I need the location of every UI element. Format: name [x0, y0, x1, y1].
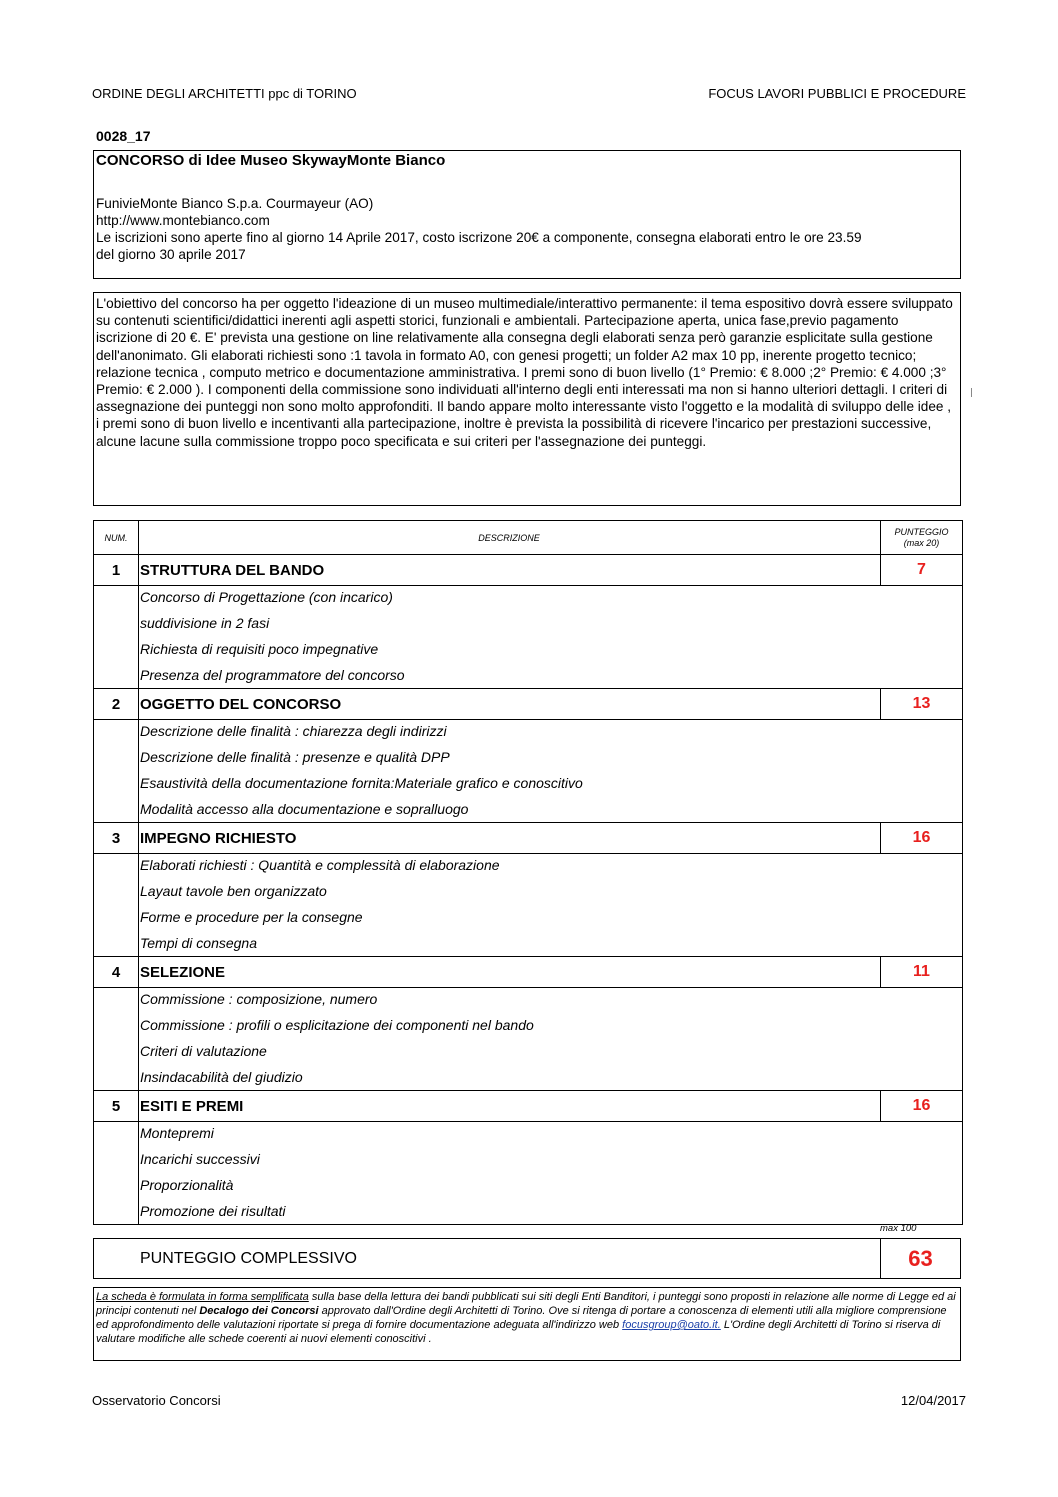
footer-date: 12/04/2017	[900, 1393, 966, 1408]
section-row	[94, 957, 962, 988]
items-num-column	[94, 720, 139, 822]
criterion-item: Concorso di Progettazione (con incarico)	[140, 589, 393, 605]
items-num-column	[94, 988, 139, 1090]
contest-title: CONCORSO di Idee Museo SkywayMonte Bianco	[96, 152, 446, 169]
items-num-column	[94, 854, 139, 956]
document-code: 0028_17	[96, 128, 151, 144]
criterion-item: Commissione : profili o esplicitazione dei componenti nel bando	[140, 1017, 534, 1033]
criterion-item: Presenza del programmatore del concorso	[140, 667, 405, 683]
total-label: PUNTEGGIO COMPLESSIVO	[140, 1250, 357, 1267]
note-email-link[interactable]: focusgroup@oato.it.	[622, 1319, 721, 1331]
section-score: 7	[880, 555, 962, 585]
section-score: 13	[880, 689, 962, 719]
note-part3: L'Ordine degli Architetti di Torino si riserva di valutare modifiche alle schede coerenti ai nuovi elementi conoscitivi .	[96, 1319, 941, 1345]
criterion-item: Descrizione delle finalità : chiarezza degli indirizzi	[140, 723, 447, 739]
section-number: 4	[94, 957, 139, 987]
criterion-item: Descrizione delle finalità : presenze e qualità DPP	[140, 749, 450, 765]
section-score: 11	[880, 957, 962, 987]
criterion-item: Incarichi successivi	[140, 1151, 260, 1167]
margin-mark	[971, 388, 972, 397]
section-number: 3	[94, 823, 139, 853]
section-name: SELEZIONE	[140, 964, 226, 981]
description-box	[93, 292, 961, 506]
section-number: 5	[94, 1091, 139, 1121]
section-number: 1	[94, 555, 139, 585]
criterion-item: Elaborati richiesti : Quantità e complessità di elaborazione	[140, 857, 500, 873]
note-underlined: La scheda è formulata in forma semplificata	[96, 1291, 309, 1303]
col-score-max: (max 20)	[903, 537, 940, 548]
score-table	[93, 520, 963, 1225]
section-row	[94, 1091, 962, 1122]
section-name: IMPEGNO RICHIESTO	[140, 830, 297, 847]
header-right: FOCUS LAVORI PUBBLICI E PROCEDURE	[708, 86, 966, 101]
header-left: ORDINE DEGLI ARCHITETTI ppc di TORINO	[92, 86, 357, 101]
footer-left: Osservatorio Concorsi	[92, 1393, 221, 1408]
col-num-header: NUM.	[94, 521, 139, 554]
section-row	[94, 823, 962, 854]
section-items	[94, 720, 962, 823]
criterion-item: Forme e procedure per la consegne	[140, 909, 363, 925]
section-name: ESITI E PREMI	[140, 1098, 244, 1115]
note-part2: approvato dall'Ordine degli Architetti di Torino. Ove si ritenga di portare a conoscenza di elementi utili alla migliore comprensione ed approfondimento delle valutazioni riportate si prega di fornire documentazione adeguata all'indirizzo web	[96, 1305, 947, 1331]
section-number: 2	[94, 689, 139, 719]
criterion-item: Commissione : composizione, numero	[140, 991, 378, 1007]
total-score: 63	[880, 1239, 960, 1278]
criterion-item: Layaut tavole ben organizzato	[140, 883, 327, 899]
criterion-item: Promozione dei risultati	[140, 1203, 286, 1219]
section-score: 16	[880, 1091, 962, 1121]
criterion-item: Montepremi	[140, 1125, 214, 1141]
items-num-column	[94, 586, 139, 688]
section-name: OGGETTO DEL CONCORSO	[140, 696, 342, 713]
criterion-item: Criteri di valutazione	[140, 1043, 267, 1059]
contest-info	[96, 195, 862, 263]
description-text: L'obiettivo del concorso ha per oggetto l'ideazione di un museo multimediale/interattivo permanente: il tema espositivo dovrà essere sviluppato su contenuti scientifici/didattici inerenti agli aspetti storici, funzionali e ambientali. Partecipazione aperta, unica fase,previo pagamento iscrizione di 20 €. E' prevista una gestione on line relativamente alla consegna degli elaborati senza però garanzie esplicitate sulla gestione dell'anonimato. Gli elaborati richiesti sono :1 tavola in formato A0, con genesi progetti; un folder A2 max 10 pp, inerente progetto tecnico; relazione tecnica , computo metrico e documentazione amministrativa. I premi sono di buon livello (1° Premio: € 8.000 ;2° Premio: € 4.000 ;3° Premio: € 2.000 ). I componenti della commissione sono individuati all'interno degli enti interessati ma non si hanno ulteriori dettagli. I criteri di assegnazione dei punteggi non sono molto approfonditi. Il bando appare molto interessante visto l'oggetto e la modalità di sviluppo delle idee , i premi sono di buon livello e incentivanti alla partecipazione, inoltre è prevista la possibilità di ricevere l'incarico per prestazioni successive, alcune lacune sulla commissione troppo poco specificata e sui criteri per l'assegnazione dei punteggi.	[96, 296, 953, 449]
section-items	[94, 1122, 962, 1225]
criterion-item: Tempi di consegna	[140, 935, 258, 951]
disclaimer-note	[93, 1287, 961, 1361]
section-items	[94, 988, 962, 1091]
section-score: 16	[880, 823, 962, 853]
contest-registration: Le iscrizioni sono aperte fino al giorno 14 Aprile 2017, costo iscrizone 20€ a componente, consegna elaborati entro le ore 23.59	[96, 230, 862, 245]
criterion-item: Insindacabilità del giudizio	[140, 1069, 303, 1085]
section-items	[94, 854, 962, 957]
section-row	[94, 689, 962, 720]
col-score-label: PUNTEGGIO	[894, 526, 949, 537]
criterion-item: suddivisione in 2 fasi	[140, 615, 270, 631]
criterion-item: Modalità accesso alla documentazione e sopralluogo	[140, 801, 469, 817]
criterion-item: Richiesta di requisiti poco impegnative	[140, 641, 379, 657]
col-score-header	[880, 521, 962, 554]
contest-box	[93, 150, 961, 279]
criterion-item: Esaustività della documentazione fornita:Materiale grafico e conoscitivo	[140, 775, 583, 791]
criterion-item: Proporzionalità	[140, 1177, 234, 1193]
total-row	[93, 1238, 961, 1279]
table-header	[94, 521, 962, 555]
contest-organizer: FunivieMonte Bianco S.p.a. Courmayeur (AO)	[96, 196, 374, 211]
section-items	[94, 586, 962, 689]
max-note: max 100	[880, 1223, 917, 1234]
items-num-column	[94, 1122, 139, 1224]
contest-website[interactable]: http://www.montebianco.com	[96, 213, 270, 228]
table-sections	[94, 555, 962, 1225]
section-name: STRUTTURA DEL BANDO	[140, 562, 325, 579]
note-part1: sulla base della lettura dei bandi pubblicati sui siti degli Enti Banditori, i punteggi sono proposti in relazione alle norme di Legge ed ai principi contenuti nel	[96, 1291, 956, 1317]
col-desc-header: DESCRIZIONE	[478, 532, 540, 543]
section-row	[94, 555, 962, 586]
note-bold: Decalogo dei Concorsi	[199, 1305, 319, 1317]
contest-deadline: del giorno 30 aprile 2017	[96, 247, 246, 262]
